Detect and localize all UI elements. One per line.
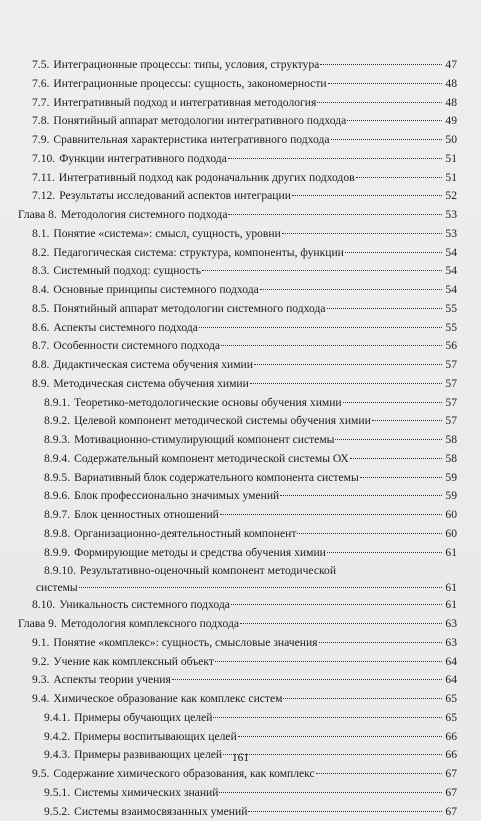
entry-title: Дидактическая система обучения химии	[53, 356, 253, 375]
dot-leader	[231, 594, 442, 605]
entry-page: 67	[443, 784, 457, 803]
entry-page: 54	[443, 244, 457, 263]
entry-page: 57	[443, 394, 457, 413]
entry-title: Примеры воспитывающих целей	[74, 728, 237, 747]
entry-number: 9.4.1.	[44, 709, 70, 728]
dot-leader	[282, 223, 442, 234]
entry-number: 8.5.	[32, 300, 49, 319]
dot-leader	[250, 373, 442, 384]
entry-title: Особенности системного подхода	[53, 337, 220, 356]
entry-number: 8.9.2.	[44, 412, 70, 431]
entry-title: Интеграционные процессы: сущность, закономерности	[53, 75, 326, 94]
entry-page: 53	[443, 206, 457, 225]
entry-title: Методология комплексного подхода	[61, 615, 239, 634]
dot-leader	[199, 317, 442, 328]
dot-leader	[254, 354, 442, 365]
entry-number: 8.9.1.	[44, 394, 70, 413]
entry-title: Теоретико-методологические основы обучения химии	[74, 394, 342, 413]
entry-page: 54	[443, 281, 457, 300]
entry-page: 67	[443, 803, 457, 821]
dot-leader	[343, 392, 442, 403]
entry-title: Организационно-деятельностный компонент	[74, 525, 296, 544]
entry-title: Функции интегративного подхода	[59, 150, 227, 169]
dot-leader	[240, 613, 442, 624]
dot-leader	[219, 782, 442, 793]
entry-number: 9.3.	[32, 671, 49, 690]
entry-title: Системы взаимосвязанных умений	[74, 803, 247, 821]
entry-title: Химическое образование как комплекс систем	[53, 690, 282, 709]
dot-leader	[347, 110, 442, 121]
entry-title: Понятие «система»: смысл, сущность, уровни	[53, 225, 280, 244]
dot-leader	[327, 298, 442, 309]
entry-number: 7.7.	[32, 94, 49, 113]
entry-title: Понятие «комплекс»: сущность, смысловые значения	[53, 634, 317, 653]
entry-title: Результаты исследований аспектов интеграции	[59, 187, 291, 206]
entry-page: 63	[443, 634, 457, 653]
dot-leader	[317, 92, 442, 103]
entry-title: Методическая система обучения химии	[53, 375, 248, 394]
entry-number: 7.5.	[32, 56, 49, 75]
entry-page: 59	[443, 469, 457, 488]
entry-number: 9.5.	[32, 765, 49, 784]
dot-leader	[297, 523, 442, 534]
dot-leader	[215, 651, 442, 662]
entry-number: 8.4.	[32, 281, 49, 300]
entry-page: 49	[443, 112, 457, 131]
entry-number: 8.8.	[32, 356, 49, 375]
entry-page: 55	[443, 300, 457, 319]
entry-title: Педагогическая система: структура, компоненты, функции	[53, 244, 343, 263]
dot-leader	[356, 167, 442, 178]
dot-leader	[327, 542, 442, 553]
entry-page: 66	[443, 746, 457, 765]
dot-leader	[213, 707, 442, 718]
dot-leader	[292, 185, 442, 196]
entry-number: 8.9.8.	[44, 525, 70, 544]
entry-title: Системный подход: сущность	[53, 262, 201, 281]
entry-title: Сравнительная характеристика интегративного подхода	[53, 131, 329, 150]
entry-number: 9.1.	[32, 634, 49, 653]
entry-number: 9.5.2.	[44, 803, 70, 821]
dot-leader	[319, 632, 442, 643]
entry-title: Интегративный подход как родоначальник других подходов	[59, 169, 355, 188]
entry-page: 67	[443, 765, 457, 784]
entry-title: Уникальность системного подхода	[59, 596, 230, 615]
entry-number: 8.9.3.	[44, 431, 70, 450]
page-number: 161	[0, 752, 481, 764]
entry-number: 9.2.	[32, 653, 49, 672]
toc-entry	[0, 803, 481, 821]
entry-page: 60	[443, 506, 457, 525]
entry-page: 64	[443, 671, 457, 690]
entry-number: 7.11.	[32, 169, 55, 188]
entry-number: 8.9.7.	[44, 506, 70, 525]
entry-number: 8.9.4.	[44, 450, 70, 469]
dot-leader	[172, 669, 442, 680]
dot-leader	[350, 448, 442, 459]
dot-leader	[360, 467, 442, 478]
toc-entry	[0, 544, 481, 563]
entry-number: 9.4.2.	[44, 728, 70, 747]
entry-title: Целевой компонент методической системы обучения химии	[74, 412, 371, 431]
entry-title: Вариативный блок содержательного компонента системы	[74, 469, 359, 488]
dot-leader	[331, 129, 442, 140]
dot-leader	[221, 335, 442, 346]
entry-page: 55	[443, 319, 457, 338]
entry-title: Примеры развивающих целей	[74, 746, 222, 765]
dot-leader	[320, 54, 442, 65]
dot-leader	[280, 485, 442, 496]
dot-leader	[248, 801, 442, 812]
entry-page: 51	[443, 150, 457, 169]
entry-number: 8.9.6.	[44, 487, 70, 506]
entry-number: 8.10.	[32, 596, 55, 615]
entry-page: 52	[443, 187, 457, 206]
entry-number: 7.12.	[32, 187, 55, 206]
entry-page: 57	[443, 356, 457, 375]
dot-leader	[260, 279, 442, 290]
entry-title: Методология системного подхода	[61, 206, 228, 225]
dot-leader	[372, 410, 442, 421]
dot-leader	[202, 260, 442, 271]
entry-title: Формирующие методы и средства обучения химии	[74, 544, 326, 563]
entry-title: Понятийный аппарат методологии интегративного подхода	[53, 112, 346, 131]
entry-title: Понятийный аппарат методологии системного подхода	[53, 300, 325, 319]
entry-page: 48	[443, 75, 457, 94]
entry-number: Глава 9.	[18, 615, 57, 634]
dot-leader	[335, 429, 442, 440]
entry-number: 8.9.5.	[44, 469, 70, 488]
entry-page: 61	[443, 544, 457, 563]
entry-number: 9.4.3.	[44, 746, 70, 765]
entry-number: 7.6.	[32, 75, 49, 94]
entry-page: 61	[443, 579, 457, 597]
entry-page: 59	[443, 487, 457, 506]
toc-entry	[0, 562, 481, 596]
entry-title: Интегративный подход и интегративная методология	[53, 94, 316, 113]
entry-number: 8.1.	[32, 225, 49, 244]
entry-title: Результативно-оценочный компонент методической	[80, 563, 457, 579]
entry-page: 65	[443, 709, 457, 728]
dot-leader	[283, 688, 442, 699]
entry-title: Блок ценностных отношений	[74, 506, 219, 525]
entry-page: 58	[443, 450, 457, 469]
entry-title: Содержание химического образования, как комплекс	[53, 765, 314, 784]
entry-page: 57	[443, 412, 457, 431]
dot-leader	[328, 73, 442, 84]
entry-number: 7.9.	[32, 131, 49, 150]
entry-page: 63	[443, 615, 457, 634]
entry-title: Блок профессионально значимых умений	[74, 487, 279, 506]
dot-leader	[316, 763, 442, 774]
entry-number: 7.10.	[32, 150, 55, 169]
dot-leader	[79, 577, 442, 588]
entry-page: 58	[443, 431, 457, 450]
entry-page: 50	[443, 131, 457, 150]
entry-number: 9.4.	[32, 690, 49, 709]
entry-number: 8.9.9.	[44, 544, 70, 563]
entry-number: 8.7.	[32, 337, 49, 356]
entry-number: 8.6.	[32, 319, 49, 338]
entry-page: 61	[443, 596, 457, 615]
dot-leader	[345, 242, 442, 253]
entry-page: 48	[443, 94, 457, 113]
dot-leader	[228, 204, 442, 215]
dot-leader	[238, 726, 442, 737]
entry-number: 9.5.1.	[44, 784, 70, 803]
entry-page: 60	[443, 525, 457, 544]
entry-page: 57	[443, 375, 457, 394]
entry-page: 64	[443, 653, 457, 672]
entry-title: Аспекты системного подхода	[53, 319, 197, 338]
entry-number: 8.2.	[32, 244, 49, 263]
entry-number: 7.8.	[32, 112, 49, 131]
dot-leader	[228, 148, 442, 159]
entry-page: 65	[443, 690, 457, 709]
entry-page: 54	[443, 262, 457, 281]
entry-number: 8.9.10.	[44, 562, 76, 581]
entry-title: Учение как комплексный объект	[53, 653, 214, 672]
entry-number: 8.3.	[32, 262, 49, 281]
entry-number: 8.9.	[32, 375, 49, 394]
entry-title: Основные принципы системного подхода	[53, 281, 258, 300]
entry-title: Интеграционные процессы: типы, условия, структура	[53, 56, 319, 75]
entry-page: 56	[443, 337, 457, 356]
entry-title: Системы химических знаний	[74, 784, 218, 803]
entry-page: 53	[443, 225, 457, 244]
entry-title: Примеры обучающих целей	[74, 709, 212, 728]
entry-title: Мотивационно-стимулирующий компонент системы	[74, 431, 334, 450]
entry-title-continued: системы	[36, 579, 78, 597]
entry-number: Глава 8.	[18, 206, 57, 225]
dot-leader	[220, 504, 442, 515]
entry-page: 51	[443, 169, 457, 188]
entry-page: 66	[443, 728, 457, 747]
entry-title: Содержательный компонент методической системы ОХ	[74, 450, 349, 469]
entry-page: 47	[443, 56, 457, 75]
entry-title: Аспекты теории учения	[53, 671, 170, 690]
table-of-contents	[0, 56, 481, 821]
